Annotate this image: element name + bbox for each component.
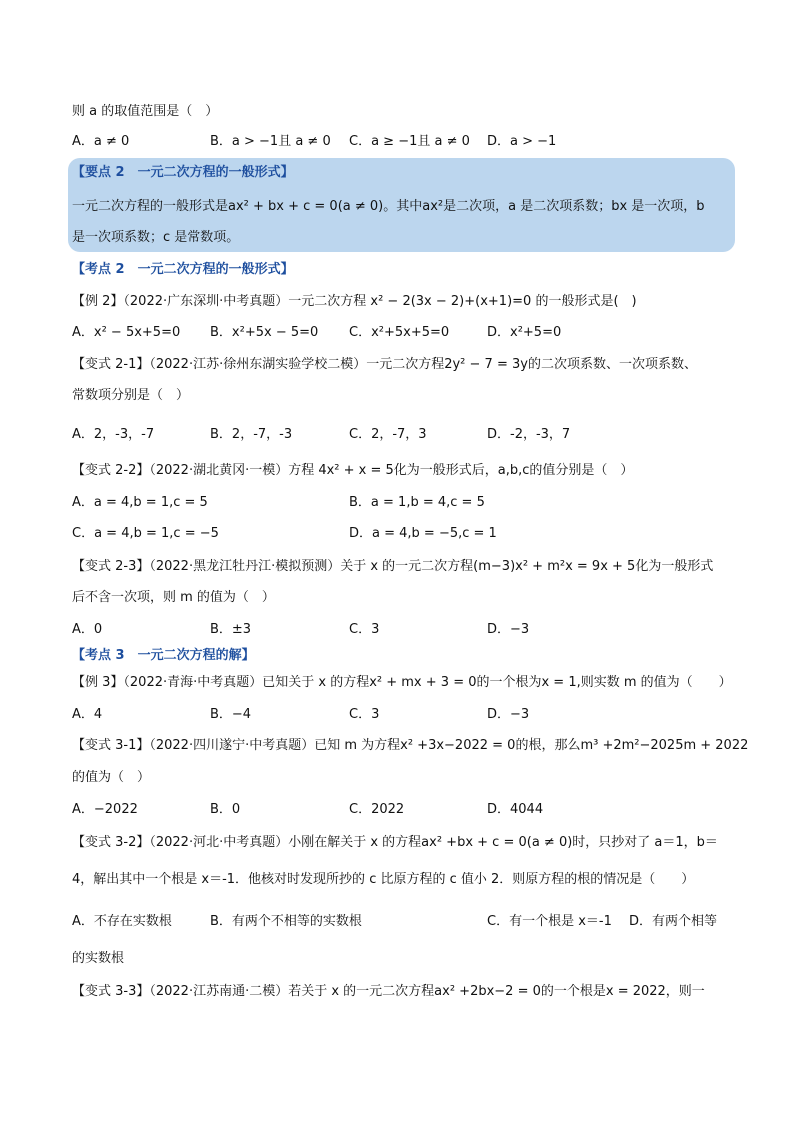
option-d: D．x²+5=0 bbox=[487, 325, 562, 340]
option-c: C．3 bbox=[349, 622, 380, 637]
option-a: A．4 bbox=[72, 707, 103, 722]
question-stem: 则 a 的取值范围是（ ） bbox=[72, 104, 219, 119]
option-b: B．±3 bbox=[210, 622, 252, 637]
option-a: A．−2022 bbox=[72, 802, 138, 817]
option-row bbox=[72, 706, 732, 724]
question-stem: 的值为（ ） bbox=[72, 770, 151, 785]
option-a: A．0 bbox=[72, 622, 103, 637]
question-stem: 【变式 3-3】（2022·江苏南通·二模）若关于 x 的一元二次方程ax² +2bx−2 = 0的一个根是x = 2022，则一 bbox=[72, 984, 705, 999]
option-b: B．有两个不相等的实数根 bbox=[210, 914, 362, 929]
key-point-title: 【要点 2 一元二次方程的一般形式】 bbox=[72, 165, 294, 180]
option-a: A．a ≠ 0 bbox=[72, 134, 130, 149]
option-row bbox=[72, 133, 732, 151]
option-d-continuation: 的实数根 bbox=[72, 951, 125, 966]
option-b: B．a = 1,b = 4,c = 5 bbox=[349, 495, 485, 510]
option-a: A．2，-3，-7 bbox=[72, 427, 155, 442]
option-b: B．0 bbox=[210, 802, 241, 817]
option-row bbox=[72, 494, 732, 512]
option-d: D．4044 bbox=[487, 802, 544, 817]
question-stem: 常数项分别是（ ） bbox=[72, 388, 190, 403]
question-stem: 【变式 3-1】（2022·四川遂宁·中考真题）已知 m 为方程x² +3x−2022 = 0的根，那么m³ +2m²−2025m + 2022 bbox=[72, 738, 749, 753]
question-stem: 【变式 2-2】（2022·湖北黄冈·一模）方程 4x² + x = 5化为一般形式后，a,b,c的值分别是（ ） bbox=[72, 463, 634, 478]
key-point-box bbox=[68, 158, 735, 252]
option-c: C．2，-7，3 bbox=[349, 427, 427, 442]
option-c: C．2022 bbox=[349, 802, 405, 817]
option-c: C．x²+5x+5=0 bbox=[349, 325, 450, 340]
option-d: D．−3 bbox=[487, 707, 530, 722]
question-stem: 【变式 2-3】（2022·黑龙江牡丹江·模拟预测）关于 x 的一元二次方程(m−3)x² + m²x = 9x + 5化为一般形式 bbox=[72, 559, 714, 574]
option-d: D．a > −1 bbox=[487, 134, 557, 149]
option-row bbox=[72, 621, 732, 639]
section-title: 【考点 2 一元二次方程的一般形式】 bbox=[72, 262, 294, 277]
option-row bbox=[72, 801, 732, 819]
option-d: D．-2，-3，7 bbox=[487, 427, 571, 442]
option-b: B．a > −1且 a ≠ 0 bbox=[210, 134, 331, 149]
option-a: A．不存在实数根 bbox=[72, 914, 172, 929]
option-d: D．有两个相等 bbox=[629, 914, 718, 929]
option-c: C．3 bbox=[349, 707, 380, 722]
option-a: A．x² − 5x+5=0 bbox=[72, 325, 181, 340]
option-b: B．x²+5x − 5=0 bbox=[210, 325, 319, 340]
option-c: C．a = 4,b = 1,c = −5 bbox=[72, 526, 219, 541]
question-stem: 【例 3】（2022·青海·中考真题）已知关于 x 的方程x² + mx + 3 = 0的一个根为x = 1,则实数 m 的值为（ ） bbox=[72, 675, 732, 690]
option-row bbox=[72, 426, 732, 444]
question-stem: 【变式 2-1】（2022·江苏·徐州东湖实验学校二模）一元二次方程2y² − 7 = 3y的二次项系数、一次项系数、 bbox=[72, 357, 697, 372]
option-row bbox=[72, 913, 732, 931]
key-point-text: 一元二次方程的一般形式是ax² + bx + c = 0(a ≠ 0)。其中ax²是二次项，a 是二次项系数；bx 是一次项，b bbox=[72, 199, 705, 214]
option-a: A．a = 4,b = 1,c = 5 bbox=[72, 495, 208, 510]
option-row bbox=[72, 525, 732, 543]
section-title: 【考点 3 一元二次方程的解】 bbox=[72, 648, 255, 663]
option-b: B．−4 bbox=[210, 707, 252, 722]
key-point-text: 是一次项系数；c 是常数项。 bbox=[72, 230, 240, 245]
question-stem: 后不含一次项，则 m 的值为（ ） bbox=[72, 590, 275, 605]
question-stem: 4，解出其中一个根是 x＝-1．他核对时发现所抄的 c 比原方程的 c 值小 2．则原方程的根的情况是（ ） bbox=[72, 872, 695, 887]
option-c: C．有一个根是 x＝-1 bbox=[487, 914, 612, 929]
question-stem: 【变式 3-2】（2022·河北·中考真题）小刚在解关于 x 的方程ax² +bx + c = 0(a ≠ 0)时，只抄对了 a＝1，b＝ bbox=[72, 835, 718, 850]
option-b: B．2，-7，-3 bbox=[210, 427, 293, 442]
option-row bbox=[72, 324, 732, 342]
option-c: C．a ≥ −1且 a ≠ 0 bbox=[349, 134, 470, 149]
question-stem: 【例 2】（2022·广东深圳·中考真题）一元二次方程 x² − 2(3x − 2)+(x+1)=0 的一般形式是( ) bbox=[72, 294, 637, 309]
option-d: D．a = 4,b = −5,c = 1 bbox=[349, 526, 497, 541]
option-d: D．−3 bbox=[487, 622, 530, 637]
